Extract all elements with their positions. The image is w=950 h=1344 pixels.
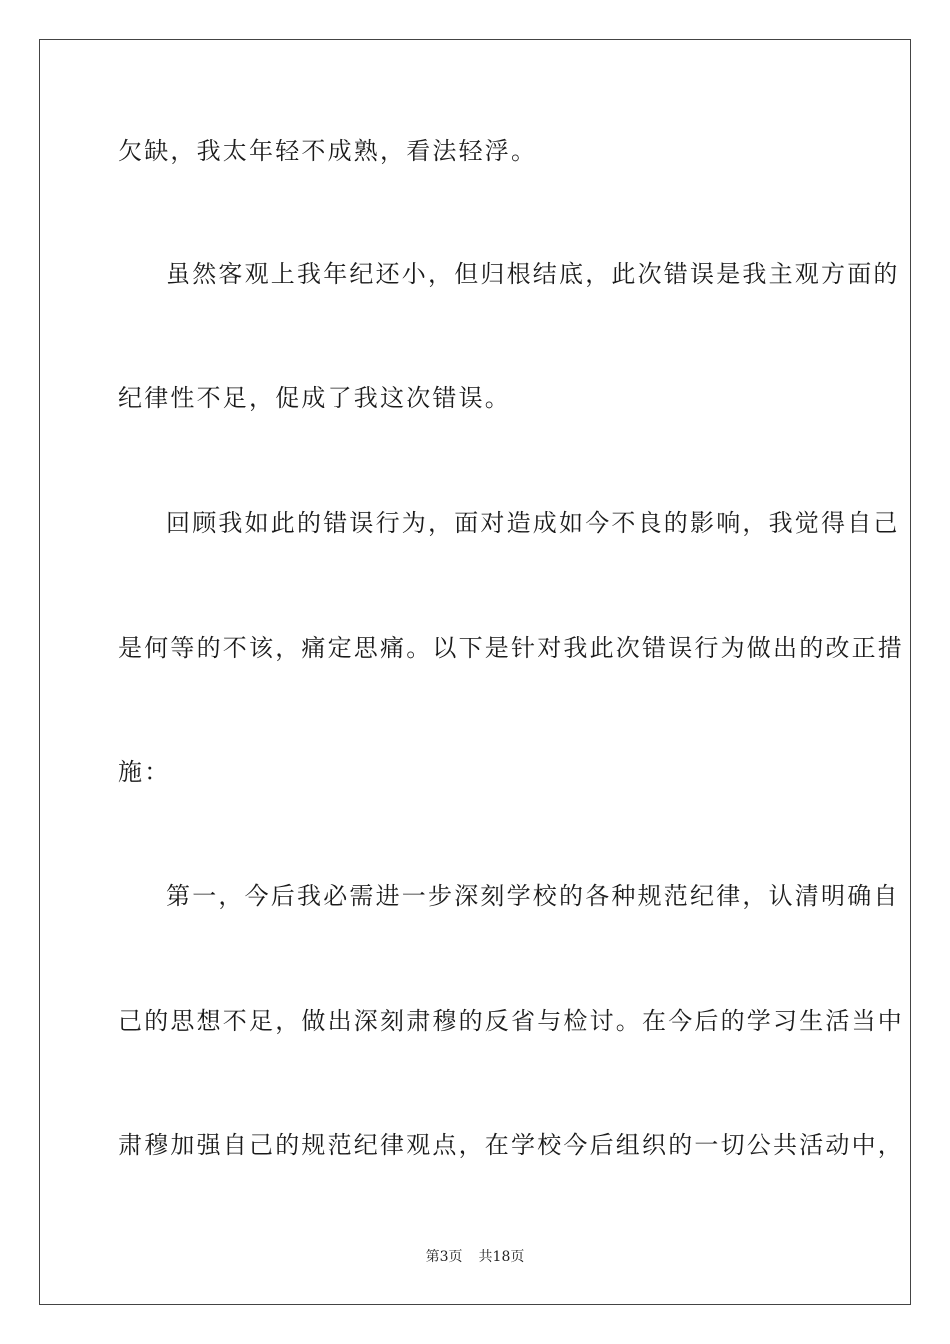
paragraph-start-line: 虽然客观上我年纪还小，但归根结底，此次错误是我主观方面的 (166, 260, 900, 288)
body-line: 施： (118, 758, 171, 786)
paragraph-start-line: 第一，今后我必需进一步深刻学校的各种规范纪律，认清明确自 (166, 882, 900, 910)
body-line: 己的思想不足，做出深刻肃穆的反省与检讨。在今后的学习生活当中 (118, 1007, 904, 1035)
paragraph-start-line: 回顾我如此的错误行为，面对造成如今不良的影响，我觉得自己 (166, 509, 900, 537)
body-line: 欠缺，我太年轻不成熟，看法轻浮。 (118, 137, 538, 165)
body-line: 肃穆加强自己的规范纪律观点，在学校今后组织的一切公共活动中， (118, 1131, 904, 1159)
body-line: 纪律性不足，促成了我这次错误。 (118, 384, 511, 412)
page-footer (0, 1247, 950, 1267)
page-number: 第3页 (425, 1249, 463, 1265)
page-total: 共18页 (478, 1249, 525, 1265)
body-line: 是何等的不该，痛定思痛。以下是针对我此次错误行为做出的改正措 (118, 634, 904, 662)
page-border (39, 39, 911, 1305)
